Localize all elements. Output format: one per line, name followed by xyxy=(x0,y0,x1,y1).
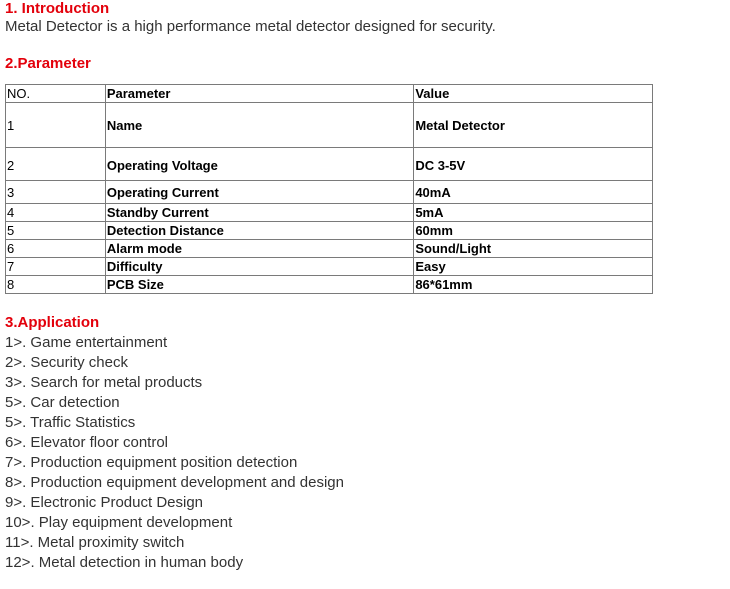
row-parameter: Difficulty xyxy=(105,258,413,276)
row-parameter: Name xyxy=(105,103,413,148)
application-list xyxy=(5,333,725,573)
parameter-table xyxy=(5,84,653,294)
list-item: 11>. Metal proximity switch xyxy=(5,534,185,551)
row-value: DC 3-5V xyxy=(414,148,653,181)
row-value: Easy xyxy=(414,258,653,276)
table-row xyxy=(6,276,653,294)
list-item: 5>. Car detection xyxy=(5,394,120,411)
row-parameter: Operating Voltage xyxy=(105,148,413,181)
table-row xyxy=(6,240,653,258)
table-row xyxy=(6,148,653,181)
row-parameter: Standby Current xyxy=(105,204,413,222)
list-item: 2>. Security check xyxy=(5,354,128,371)
row-value: 5mA xyxy=(414,204,653,222)
table-row xyxy=(6,103,653,148)
row-no: 5 xyxy=(6,222,106,240)
table-header-row xyxy=(6,85,653,103)
application-heading: 3.Application xyxy=(5,314,100,331)
row-no: 8 xyxy=(6,276,106,294)
product-description xyxy=(5,0,725,573)
table-row xyxy=(6,181,653,204)
list-item: 3>. Search for metal products xyxy=(5,374,203,391)
row-no: 7 xyxy=(6,258,106,276)
row-value: 86*61mm xyxy=(414,276,653,294)
header-parameter: Parameter xyxy=(105,85,413,103)
row-parameter: Alarm mode xyxy=(105,240,413,258)
introduction-heading: 1. Introduction xyxy=(5,0,110,17)
row-no: 6 xyxy=(6,240,106,258)
row-value: Sound/Light xyxy=(414,240,653,258)
row-no: 4 xyxy=(6,204,106,222)
row-value: 40mA xyxy=(414,181,653,204)
row-value: Metal Detector xyxy=(414,103,653,148)
row-parameter: PCB Size xyxy=(105,276,413,294)
table-row xyxy=(6,204,653,222)
list-item: 10>. Play equipment development xyxy=(5,514,233,531)
row-value: 60mm xyxy=(414,222,653,240)
row-no: 3 xyxy=(6,181,106,204)
row-parameter: Detection Distance xyxy=(105,222,413,240)
list-item: 1>. Game entertainment xyxy=(5,334,168,351)
parameter-heading: 2.Parameter xyxy=(5,55,91,72)
list-item: 9>. Electronic Product Design xyxy=(5,494,204,511)
table-row xyxy=(6,222,653,240)
row-parameter: Operating Current xyxy=(105,181,413,204)
introduction-text: Metal Detector is a high performance metal detector designed for security. xyxy=(5,18,496,35)
row-no: 1 xyxy=(6,103,106,148)
row-no: 2 xyxy=(6,148,106,181)
list-item: 12>. Metal detection in human body xyxy=(5,554,244,571)
table-row xyxy=(6,258,653,276)
header-value: Value xyxy=(414,85,653,103)
list-item: 5>. Traffic Statistics xyxy=(5,414,136,431)
list-item: 8>. Production equipment development and design xyxy=(5,474,344,491)
list-item: 7>. Production equipment position detection xyxy=(5,454,298,471)
list-item: 6>. Elevator floor control xyxy=(5,434,169,451)
header-no: NO. xyxy=(6,85,106,103)
